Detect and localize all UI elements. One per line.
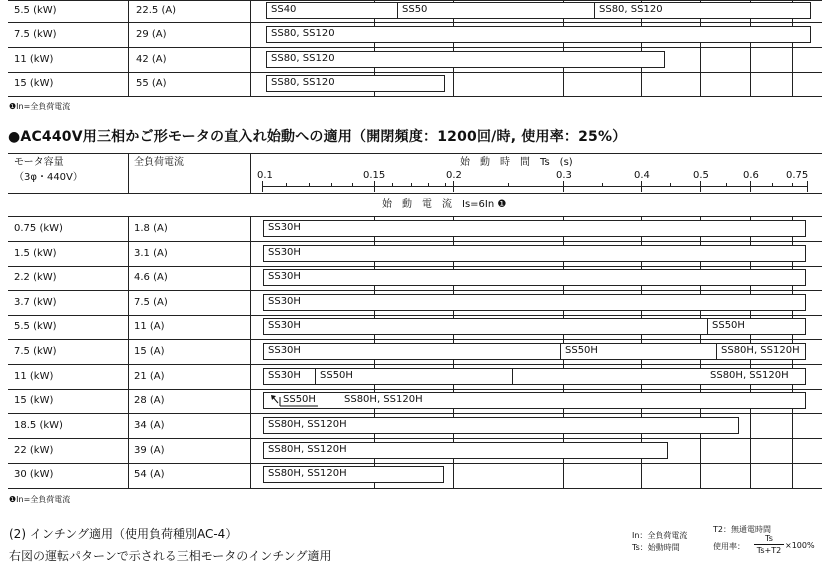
row7-label-c: SS80H, SS120H (710, 370, 789, 381)
row8-current: 28 (A) (134, 395, 165, 406)
row1-capacity: 0.75 (kW) (14, 223, 63, 234)
row3-bar (263, 269, 806, 286)
top-row4-label: SS80, SS120 (271, 77, 335, 88)
top-row1-label-a: SS40 (271, 4, 297, 15)
top-row4-current: 55 (A) (136, 78, 167, 89)
row5-label-b: SS50H (712, 320, 745, 331)
top-row2-label: SS80, SS120 (271, 28, 335, 39)
row3-label: SS30H (268, 271, 301, 282)
row4-bar (263, 294, 806, 311)
row11-label: SS80H, SS120H (268, 468, 347, 479)
top-row1-capacity: 5.5 (kW) (14, 5, 57, 16)
row4-label: SS30H (268, 296, 301, 307)
header-capacity-label: モータ容量 (14, 157, 64, 168)
tick-label-0.1: 0.1 (257, 170, 273, 181)
top-row1-bar (266, 2, 811, 19)
row4-capacity: 3.7 (kW) (14, 297, 57, 308)
header-current-label: 全負荷電流 (134, 157, 184, 168)
duty-numerator: Ts (765, 534, 773, 543)
row9-label: SS80H, SS120H (268, 419, 347, 430)
top-footnote: ❶In=全負荷電流 (9, 102, 71, 111)
tick-label-0.75: 0.75 (786, 170, 809, 181)
row9-capacity: 18.5 (kW) (14, 420, 63, 431)
row6-label-b: SS50H (565, 345, 598, 356)
row10-current: 39 (A) (134, 445, 165, 456)
header-voltage-label: （3φ・440V） (14, 172, 83, 183)
row4-current: 7.5 (A) (134, 297, 168, 308)
row3-capacity: 2.2 (kW) (14, 272, 57, 283)
start-current-label: 始 動 電 流 Is=6In ❶ (382, 199, 507, 210)
row1-label: SS30H (268, 222, 301, 233)
row3-current: 4.6 (A) (134, 272, 168, 283)
row11-capacity: 30 (kW) (14, 469, 54, 480)
inching-subheading: (2) インチング適用（使用負荷種別AC-4） (9, 527, 238, 541)
top-row3-label: SS80, SS120 (271, 53, 335, 64)
row6-label-c: SS80H, SS120H (721, 345, 800, 356)
top-row2-current: 29 (A) (136, 29, 167, 40)
tick-label-0.3: 0.3 (556, 170, 572, 181)
row2-bar (263, 245, 806, 262)
row2-capacity: 1.5 (kW) (14, 248, 57, 259)
row11-current: 54 (A) (134, 469, 165, 480)
row10-label: SS80H, SS120H (268, 444, 347, 455)
row7-label-a: SS30H (268, 370, 301, 381)
row8-label-b: SS80H, SS120H (344, 394, 423, 405)
tick-label-0.5: 0.5 (693, 170, 709, 181)
row7-capacity: 11 (kW) (14, 371, 54, 382)
duty-denominator: Ts+T2 (756, 546, 782, 555)
row7-label-b: SS50H (320, 370, 353, 381)
row5-capacity: 5.5 (kW) (14, 321, 57, 332)
row7-current: 21 (A) (134, 371, 165, 382)
section-title: ●AC440V用三相かご形モータの直入れ始動への適用（開閉頻度：1200回/時, 使用率：25%） (8, 129, 627, 145)
tick-label-0.4: 0.4 (634, 170, 650, 181)
top-row3-capacity: 11 (kW) (14, 54, 54, 65)
duty-suffix: ×100% (785, 541, 815, 550)
tick-label-0.2: 0.2 (446, 170, 462, 181)
duty-fraction (754, 534, 784, 555)
duty-label: 使用率： (713, 542, 745, 551)
top-row2-capacity: 7.5 (kW) (14, 29, 57, 40)
legend-t2: T2：無通電時間 (713, 525, 771, 534)
row8-capacity: 15 (kW) (14, 395, 54, 406)
row2-label: SS30H (268, 247, 301, 258)
top-row4-capacity: 15 (kW) (14, 78, 54, 89)
row6-capacity: 7.5 (kW) (14, 346, 57, 357)
row8-label-a: SS50H (283, 394, 316, 405)
top-row1-label-c: SS80, SS120 (599, 4, 663, 15)
row5-current: 11 (A) (134, 321, 165, 332)
row9-current: 34 (A) (134, 420, 165, 431)
top-row3-current: 42 (A) (136, 54, 167, 65)
row6-current: 15 (A) (134, 346, 165, 357)
main-footnote: ❶In=全負荷電流 (9, 495, 71, 504)
row6-label-a: SS30H (268, 345, 301, 356)
row2-current: 3.1 (A) (134, 248, 168, 259)
row10-capacity: 22 (kW) (14, 445, 54, 456)
legend-ts: Ts：始動時間 (632, 543, 680, 552)
header-time-label: 始 動 時 間 Ts (s) (460, 157, 573, 168)
top-row1-label-b: SS50 (402, 4, 428, 15)
top-row2-bar (266, 26, 811, 43)
row5-label-a: SS30H (268, 320, 301, 331)
tick-label-0.15: 0.15 (363, 170, 386, 181)
legend-in: In：全負荷電流 (632, 531, 688, 540)
row1-current: 1.8 (A) (134, 223, 168, 234)
top-row1-current: 22.5 (A) (136, 5, 177, 16)
inching-description: 右図の運転パターンで示される三相モータのインチング適用 (9, 549, 332, 563)
tick-label-0.6: 0.6 (743, 170, 759, 181)
row1-bar (263, 220, 806, 237)
